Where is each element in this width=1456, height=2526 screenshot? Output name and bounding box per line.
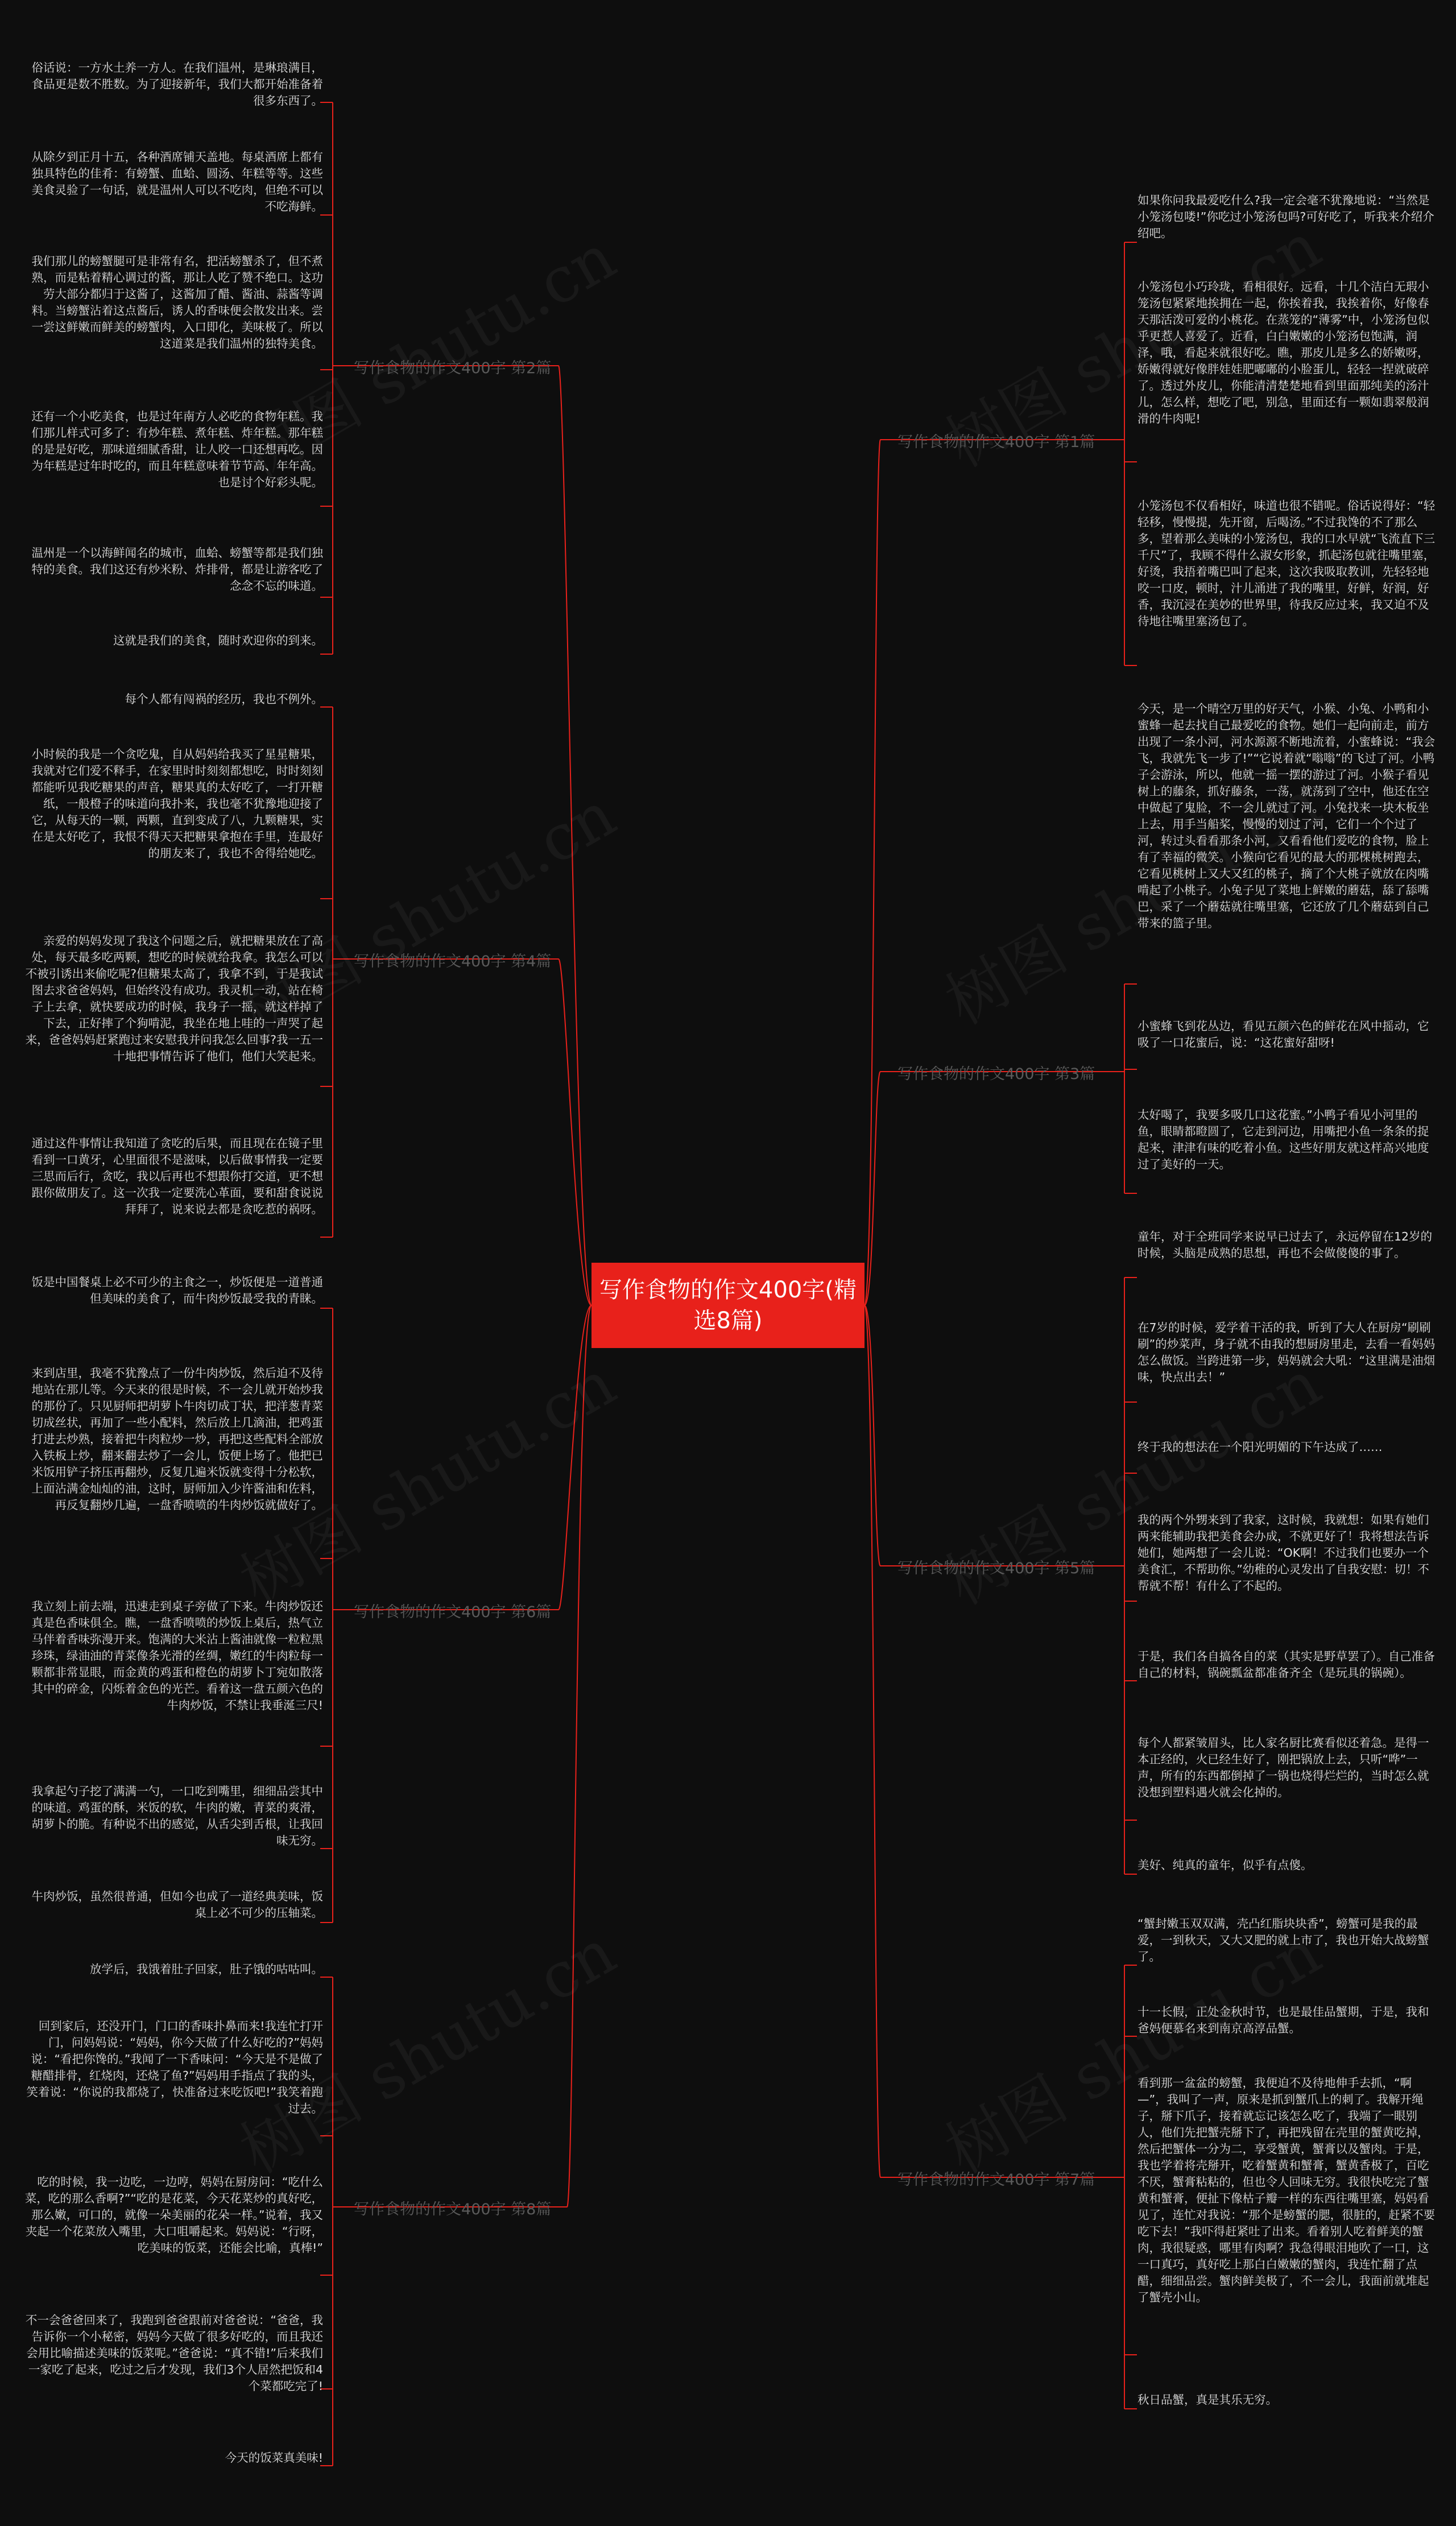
leaf-text[interactable]: 小笼汤包不仅看相好，味道也很不错呢。俗话说得好：“轻轻移，慢慢提，先开窗，后喝汤。”不过我馋的不了那么多，望着那么美味的小笼汤包，我的口水早就“飞流直下三千尺”了，我顾不得什么淑女形象，抓起汤包就往嘴里塞，好烫，我捂着嘴巴叫了起来，这次我吸取教训，先轻轻地咬一口皮，顿时，汁儿涌进了我的嘴里，好鲜，好润，好香，我沉浸在美妙的世界里，待我反应过来，我又迫不及待地往嘴里塞汤包了。 bbox=[1138, 499, 1436, 628]
branch-connector bbox=[864, 440, 880, 1305]
branch-connector bbox=[864, 1305, 880, 1566]
leaf-text[interactable]: 还有一个小吃美食，也是过年南方人必吃的食物年糕。我们那儿样式可多了：有炒年糕、煮年糕、炸年糕。那年糕的是是好吃，那味道细腻香甜，让人咬一口还想再吃。因为年糕是过年时吃的，而且年糕意味着节节高、年年高。也是讨个好彩头呢。 bbox=[31, 410, 323, 489]
leaf-text[interactable]: 亲爱的妈妈发现了我这个问题之后，就把糖果放在了高处，每天最多吃两颗，想吃的时候就给我拿。我怎么可以不被引诱出来偷吃呢?但糖果太高了，我拿不到，于是我试图去求爸爸妈妈，但始终没有成功。我灵机一动，站在椅子上去拿，就快要成功的时候，我身子一摇，就这样掉了下去，正好摔了个狗啃泥，我坐在地上哇的一声哭了起来，爸爸妈妈赶紧跑过来安慰我并问我怎么回事?我一五一十地把事情告诉了他们，他们大笑起来。 bbox=[25, 934, 323, 1063]
leaf-text[interactable]: 太好喝了，我要多吸几口这花蜜。”小鸭子看见小河里的鱼，眼睛都瞪圆了，它走到河边，用嘴把小鱼一条条的捉起来，津津有味的吃着小鱼。这些好朋友就这样高兴地度过了美好的一天。 bbox=[1138, 1108, 1429, 1171]
leaf-text[interactable]: 每个人都有闯祸的经历，我也不例外。 bbox=[125, 692, 323, 706]
leaf-text[interactable]: “蟹封嫩玉双双满，壳凸红脂块块香”，螃蟹可是我的最爱，一到秋天，又大又肥的就上市了，我也开始大战螃蟹了。 bbox=[1138, 1917, 1429, 1963]
leaf-text[interactable]: 吃的时候，我一边吃，一边哼，妈妈在厨房问：“吃什么菜，吃的那么香啊?”“吃的是花菜，今天花菜炒的真好吃，那么嫩，可口的，就像一朵美丽的花朵一样。”说着，我又夹起一个花菜放入嘴里，大口咀嚼起来。妈妈说：“行呀，吃美味的饭菜，还能会比喻，真棒!” bbox=[24, 2175, 323, 2255]
leaf-text[interactable]: 小蜜蜂飞到花丛边，看见五颜六色的鲜花在风中摇动，它吸了一口花蜜后，说：“这花蜜好甜呀! bbox=[1138, 1019, 1429, 1049]
leaf-text[interactable]: 终于我的想法在一个阳光明媚的下午达成了…… bbox=[1138, 1440, 1383, 1454]
branch-connector bbox=[567, 1305, 592, 2207]
branch-label[interactable]: 写作食物的作文400字 第8篇 bbox=[354, 2201, 552, 2218]
leaf-text[interactable]: 回到家后，还没开门，门口的香味扑鼻而来!我连忙打开门，问妈妈说：“妈妈，你今天做了什么好吃的?”妈妈说：“看把你馋的。”我闻了一下香味问：“今天是不是做了糖醋排骨，红烧肉，还烧了鱼?”妈妈用手指点了我的头，笑着说：“你说的我都烧了，快准备过来吃饭吧!”我笑着跑过去。 bbox=[26, 2019, 323, 2115]
leaf-text[interactable]: 在7岁的时候，爱学着干活的我，听到了大人在厨房“刷刷刷”的炒菜声，身子就不由我的想厨房里走，去看一看妈妈怎么做饭。当跨进第一步，妈妈就会大吼：“这里满是油烟味，快点出去！” bbox=[1138, 1321, 1436, 1384]
leaf-text[interactable]: 今天，是一个晴空万里的好天气，小猴、小兔、小鸭和小蜜蜂一起去找自己最爱吃的食物。她们一起向前走，前方出现了一条小河，河水源源不断地流着，小蜜蜂说：“我会飞，我就先飞一步了!”“它说着就“嗡嗡”的飞过了河。小鸭子会游泳，所以，他就一摇一摆的游过了河。小猴子看见树上的藤条，抓好藤条，一荡，就荡到了空中，他还在空中做起了鬼脸，不一会儿就过了河。小兔找来一块木板坐上去，用手当船桨，慢慢的划过了河，它们一个个过了河，转过头看看那条小河，又看看他们爱吃的食物，脸上有了幸福的微笑。小猴向它看见的最大的那棵桃树跑去，它看见桃树上又大又红的桃子，摘了个大桃子就放在肉嘴啃起了小桃子。小兔子见了菜地上鲜嫩的蘑菇，舔了舔嘴巴，采了一个蘑菇就往嘴里塞，它还放了几个蘑菇到自己带来的篮子里。 bbox=[1138, 702, 1436, 930]
leaf-text[interactable]: 看到那一盆盆的螃蟹，我便迫不及待地伸手去抓，“啊—”，我叫了一声，原来是抓到蟹爪上的刺了。我解开绳子，掰下爪子，接着就忘记该怎么吃了，我端了一眼别人，他们先把蟹壳掰下了，再把残留在壳里的蟹黄吃掉，然后把蟹体一分为二，享受蟹黄，蟹膏以及蟹肉。于是，我也学着将壳掰开，吃着蟹黄和蟹膏，蟹黄香极了，百吃不厌，蟹膏粘粘的，但也令人回味无穷。我很快吃完了蟹黄和蟹膏，便扯下像枯子瓣一样的东西往嘴里塞，妈妈看见了，连忙对我说：“那个是螃蟹的腮，很脏的，赶紧不要吃下去！”我吓得赶紧吐了出来。看着别人吃着鲜美的蟹肉，我很疑惑，哪里有肉啊？我急得眼泪地吹了一口，这一口真巧，真好吃上那白白嫩嫩的蟹肉，我连忙翻了点醋，细细品尝。蟹肉鲜美极了，不一会儿，我面前就堆起了蟹壳小山。 bbox=[1138, 2076, 1436, 2304]
leaf-text[interactable]: 来到店里，我毫不犹豫点了一份牛肉炒饭，然后迫不及待地站在那儿等。今天来的很是时候，不一会儿就开始炒我的那份了。只见厨师把胡萝卜牛肉切成丁状，把洋葱青菜切成丝状，再加了一些小配料，然后放上几滴油，把鸡蛋打进去炒熟，接着把牛肉粒炒一炒，再把这些配料全部放入铁板上炒，翻来翻去炒了一会儿，饭便上场了。他把已米饭用铲子挤压再翻炒，反复几遍米饭就变得十分松软，上面沾满金灿灿的油，这时，厨师加入少许酱油和佐料，再反复翻炒几遍，一盘香喷喷的牛肉炒饭就做好了。 bbox=[31, 1366, 323, 1512]
leaf-text[interactable]: 饭是中国餐桌上必不可少的主食之一，炒饭便是一道普通但美味的美食了，而牛肉炒饭最受我的青睐。 bbox=[31, 1275, 323, 1305]
branch-connector bbox=[864, 1072, 880, 1305]
branch-label[interactable]: 写作食物的作文400字 第6篇 bbox=[354, 1603, 552, 1621]
leaf-text[interactable]: 温州是一个以海鲜闻名的城市，血蛤、螃蟹等都是我们独特的美食。我们这还有炒米粉、炸排骨，都是让游客吃了念念不忘的味道。 bbox=[31, 546, 323, 593]
branch-connector bbox=[559, 1305, 592, 1610]
leaf-text[interactable]: 我的两个外甥来到了我家，这时候，我就想：如果有她们两来能辅助我把美食会办成，不就更好了！我将想法告诉她们，她两想了一会儿说：“OK啊！不过我们也要办一个美食汇，不帮助你。”幼稚的心灵发出了自我安慰：切！不帮就不帮！有什么了不起的。 bbox=[1138, 1513, 1429, 1593]
branch-connector bbox=[864, 1305, 880, 2177]
leaf-text[interactable]: 俗话说：一方水土养一方人。在我们温州，是琳琅满目，食品更是数不胜数。为了迎接新年，我们大都开始准备着很多东西了。 bbox=[31, 61, 323, 108]
center-title: 写作食物的作文400字(精选8篇) bbox=[599, 1277, 857, 1334]
leaf-text[interactable]: 这就是我们的美食，随时欢迎你的到来。 bbox=[113, 634, 323, 647]
leaf-text[interactable]: 我拿起勺子挖了满满一勺，一口吃到嘴里，细细品尝其中的味道。鸡蛋的酥，米饭的软，牛肉的嫩，青菜的爽滑，胡萝卜的脆。有种说不出的感觉，从舌尖到舌根，让我回味无穷。 bbox=[31, 1784, 323, 1847]
leaf-text[interactable]: 我们那儿的螃蟹腿可是非常有名，把活螃蟹杀了，但不煮熟，而是粘着精心调过的酱，那让人吃了赞不绝口。这功劳大部分都归于这酱了，这酱加了醋、酱油、蒜酱等调料。当螃蟹沾着这点酱后，诱人的香味便会散发出来。尝一尝这鲜嫩而鲜美的螃蟹肉，入口即化，美味极了。所以这道菜是我们温州的独特美食。 bbox=[31, 254, 323, 350]
leaf-text[interactable]: 我立刻上前去端，迅速走到桌子旁做了下来。牛肉炒饭还真是色香味俱全。瞧，一盘香喷喷的炒饭上桌后，热气立马伴着香味弥漫开来。饱满的大米沾上酱油就像一粒粒黑珍珠，绿油油的青菜像条光滑的丝绸，嫩红的牛肉粒每一颗都非常显眼，而金黄的鸡蛋和橙色的胡萝卜丁宛如散落其中的碎金，闪烁着金色的光芒。看着这一盘五颜六色的牛肉炒饭，不禁让我垂涎三尺! bbox=[31, 1599, 323, 1712]
center-topic[interactable] bbox=[592, 1263, 864, 1348]
leaf-text[interactable]: 小时候的我是一个贪吃鬼，自从妈妈给我买了星星糖果，我就对它们爱不释手，在家里时时刻刻都想吃，时时刻刻都能听见我吃糖果的声音，糖果真的太好吃了，一打开糖纸，一般橙子的味道向我扑来，我也毫不犹豫地迎接了它，从每天的一颗，两颗，直到变成了八，九颗糖果，实在是太好吃了，我恨不得天天把糖果拿抱在手里，连最好的朋友来了，我也不舍得给她吃。 bbox=[31, 747, 323, 860]
leaf-text[interactable]: 于是，我们各自搞各自的菜（其实是野草罢了）。自己准备自己的材料，锅碗瓢盆都准备齐全（是玩具的锅碗）。 bbox=[1138, 1649, 1435, 1680]
leaf-text[interactable]: 十一长假，正处金秋时节，也是最佳品蟹期，于是，我和爸妈便慕名来到南京高淳品蟹。 bbox=[1138, 2005, 1429, 2035]
branch-label[interactable]: 写作食物的作文400字 第1篇 bbox=[897, 433, 1095, 451]
branch-connector bbox=[559, 959, 592, 1305]
leaf-text[interactable]: 童年，对于全班同学来说早已过去了，永远停留在12岁的时候，头脑是成熟的思想，再也不会做傻傻的事了。 bbox=[1138, 1230, 1433, 1260]
branch-label[interactable]: 写作食物的作文400字 第5篇 bbox=[897, 1560, 1095, 1577]
leaf-text[interactable]: 牛肉炒饭，虽然很普通，但如今也成了一道经典美味，饭桌上必不可少的压轴菜。 bbox=[31, 1890, 323, 1920]
leaf-text[interactable]: 放学后，我饿着肚子回家，肚子饿的咕咕叫。 bbox=[90, 1962, 323, 1976]
leaf-text[interactable]: 如果你问我最爱吃什么?我一定会毫不犹豫地说：“当然是小笼汤包喽!”你吃过小笼汤包吗?可好吃了，听我来介绍介绍吧。 bbox=[1138, 193, 1434, 240]
leaf-text[interactable]: 秋日品蟹，真是其乐无穷。 bbox=[1138, 2393, 1277, 2407]
branch-label[interactable]: 写作食物的作文400字 第7篇 bbox=[897, 2171, 1095, 2189]
branch-label[interactable]: 写作食物的作文400字 第3篇 bbox=[897, 1065, 1095, 1083]
leaf-text[interactable]: 不一会爸爸回来了，我跑到爸爸跟前对爸爸说：“爸爸，我告诉你一个小秘密，妈妈今天做了很多好吃的，而且我还会用比喻描述美味的饭菜呢。”爸爸说：“真不错!”后来我们一家吃了起来，吃过之后才发现，我们3个人居然把饭和4个菜都吃完了! bbox=[25, 2313, 323, 2393]
branch-label[interactable]: 写作食物的作文400字 第4篇 bbox=[354, 953, 552, 970]
leaf-text[interactable]: 美好、纯真的童年，似乎有点傻。 bbox=[1138, 1858, 1313, 1872]
leaf-text[interactable]: 每个人都紧皱眉头，比人家名厨比赛看似还着急。是得一本正经的，火已经生好了，刚把锅放上去，只听“哗”一声，所有的东西都倒掉了一锅也烧得烂烂的，当时怎么就没想到塑料遇火就会化掉的。 bbox=[1138, 1736, 1429, 1799]
leaf-text[interactable]: 今天的饭菜真美味! bbox=[225, 2451, 323, 2465]
branch-connector bbox=[559, 366, 592, 1305]
leaf-text[interactable]: 从除夕到正月十五，各种酒席铺天盖地。每桌酒席上都有独具特色的佳肴：有螃蟹、血蛤、圆汤、年糕等等。这些美食灵验了一句话，就是温州人可以不吃肉，但绝不可以不吃海鲜。 bbox=[31, 150, 323, 213]
leaf-text[interactable]: 小笼汤包小巧玲珑，看相很好。远看，十几个洁白无瑕小笼汤包紧紧地挨拥在一起，你挨着我，我挨着你，好像春天那活泼可爱的小桃花。在蒸笼的“薄雾”中，小笼汤包似乎更惹人喜爱了。近看，白白嫩嫩的小笼汤包饱满，润泽，哦，看起来就很好吃。瞧，那皮儿是多么的娇嫩呀，娇嫩得就好像胖娃娃肥嘟嘟的小脸蛋儿，轻轻一捏就破碎了。透过外皮儿，你能清清楚楚地看到里面那纯美的汤汁儿，怎么样，想吃了吧，别急，里面还有一颗如翡翠般润滑的牛肉呢! bbox=[1138, 280, 1430, 425]
branch-label[interactable]: 写作食物的作文400字 第2篇 bbox=[354, 359, 552, 377]
leaf-text[interactable]: 通过这件事情让我知道了贪吃的后果，而且现在在镜子里看到一口黄牙，心里面很不是滋味，以后做事情我一定要三思而后行，贪吃，我以后再也不想跟你打交道，更不想跟你做朋友了。这一次我一定要洗心革面，要和甜食说说拜拜了，说来说去都是贪吃惹的祸呀。 bbox=[31, 1136, 323, 1216]
